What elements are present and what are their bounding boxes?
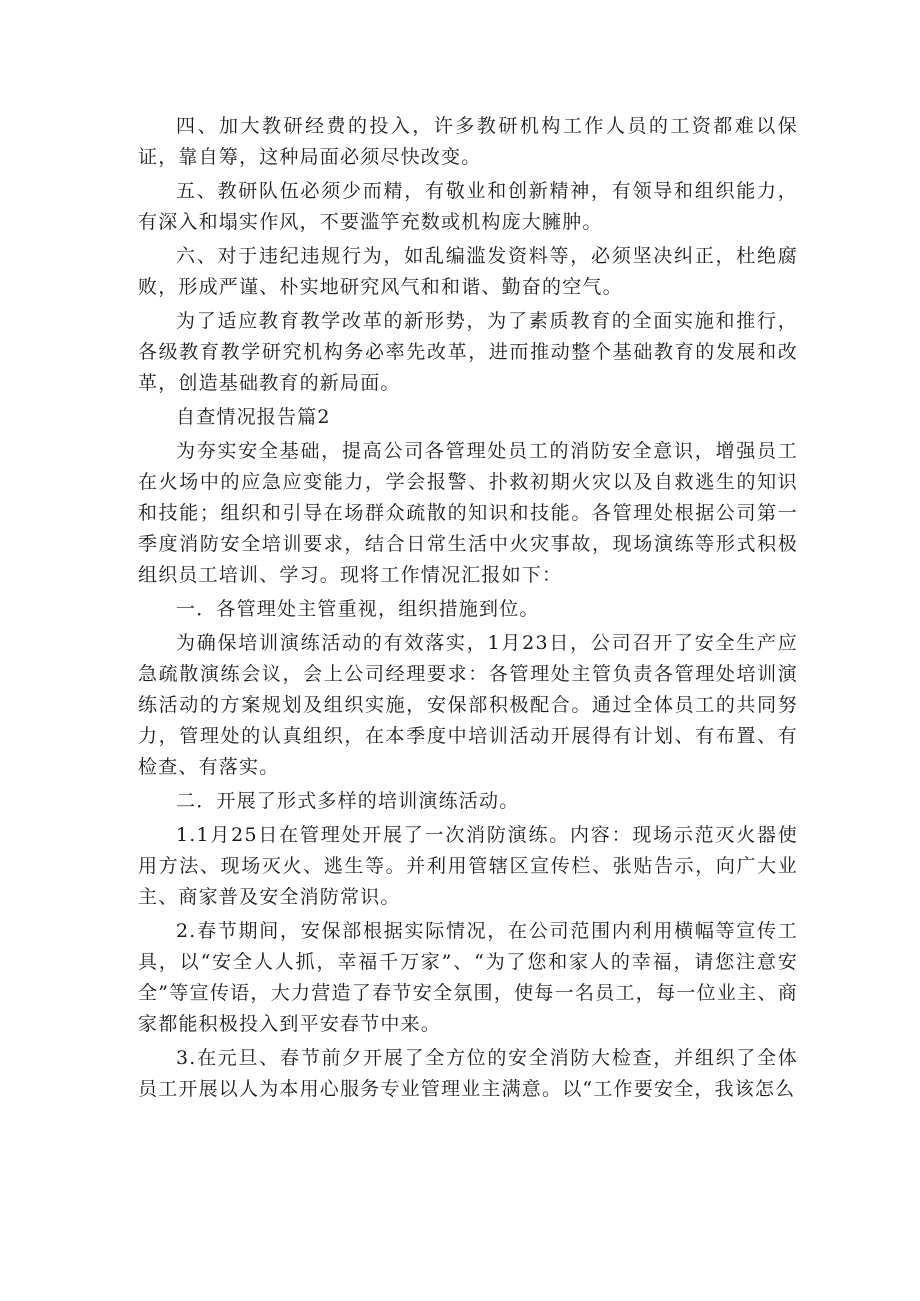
subheading: 一．各管理处主管重视，组织措施到位。 (176, 598, 540, 620)
paragraph: 六、对于违纪违规行为，如乱编滥发资料等，必须坚决纠正，杜绝腐败，形成严谨、朴实地研究风气和和谐、勤奋的空气。 (138, 245, 798, 298)
document-body (138, 111, 798, 1108)
paragraph: 五、教研队伍必须少而精，有敬业和创新精神，有领导和组织能力，有深入和塌实作风，不要滥竽充数或机构庞大臃肿。 (138, 180, 798, 233)
paragraph: 3.在元旦、春节前夕开展了全方位的安全消防大检查，并组织了全体员工开展以人为本用心服务专业管理业主满意。以“工作要安全，我该怎么 (138, 1047, 798, 1100)
section-title: 自查情况报告篇2 (176, 406, 331, 428)
paragraph: 为了适应教育教学改革的新形势，为了素质教育的全面实施和推行，各级教育教学研究机构务必率先改革，进而推动整个基础教育的发展和改革，创造基础教育的新局面。 (138, 310, 798, 394)
paragraph: 为夯实安全基础，提高公司各管理处员工的消防安全意识，增强员工在火场中的应急应变能力，学会报警、扑救初期火灾以及自救逃生的知识和技能；组织和引导在场群众疏散的知识和技能。各管理处根据公司第一季度消防安全培训要求，结合日常生活中火灾事故，现场演练等形式积极组织员工培训、学习。现将工作情况汇报如下： (138, 440, 798, 586)
paragraph: 四、加大教研经费的投入，许多教研机构工作人员的工资都难以保证，靠自筹，这种局面必须尽快改变。 (138, 115, 798, 168)
paragraph: 2.春节期间，安保部根据实际情况，在公司范围内利用横幅等宣传工具，以“安全人人抓，幸福千万家”、“为了您和家人的幸福，请您注意安全”等宣传语，大力营造了春节安全氛围，使每一名员工，每一位业主、商家都能积极投入到平安春节中来。 (138, 920, 798, 1035)
subheading: 二．开展了形式多样的培训演练活动。 (176, 790, 520, 812)
paragraph: 为确保培训演练活动的有效落实，1月23日，公司召开了安全生产应急疏散演练会议，会上公司经理要求：各管理处主管负责各管理处培训演练活动的方案规划及组织实施，安保部积极配合。通过全体员工的共同努力，管理处的认真组织，在本季度中培训活动开展得有计划、有布置、有检查、有落实。 (138, 632, 798, 778)
paragraph: 1.1月25日在管理处开展了一次消防演练。内容：现场示范灭火器使用方法、现场灭火、逃生等。并利用管辖区宣传栏、张贴告示，向广大业主、商家普及安全消防常识。 (138, 824, 798, 908)
